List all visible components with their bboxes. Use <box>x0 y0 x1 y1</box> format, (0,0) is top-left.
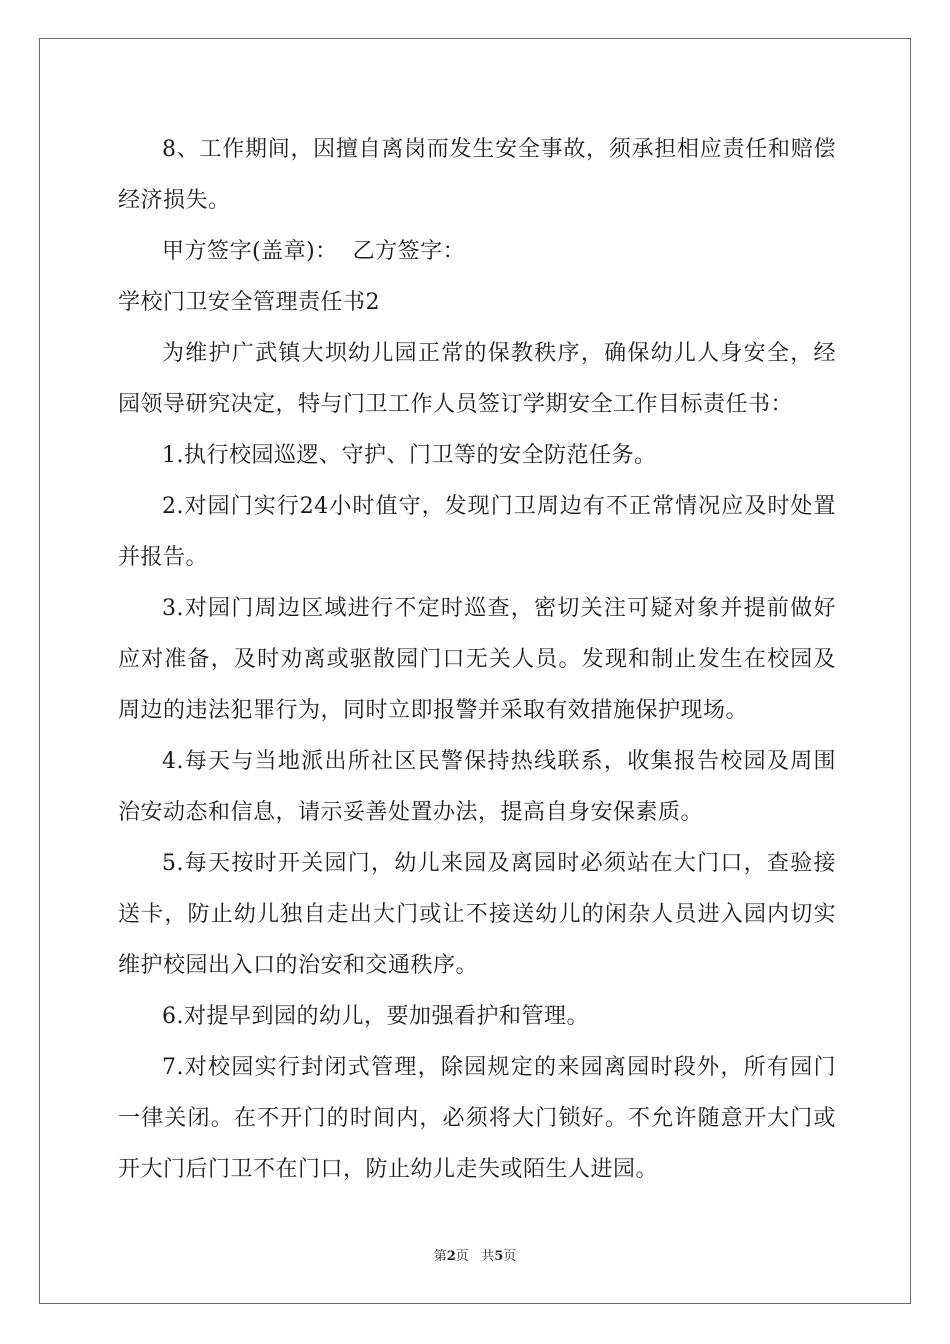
clause-3: 3.对园门周边区域进行不定时巡查，密切关注可疑对象并提前做好应对准备，及时劝离或驱散园门口无关人员。发现和制止发生在校园及周边的违法犯罪行为，同时立即报警并采取有效措施保护现场。 <box>118 596 836 723</box>
footer-total-pages: 5 <box>494 1249 504 1264</box>
clause-1: 1.执行校园巡逻、守护、门卫等的安全防范任务。 <box>162 443 657 468</box>
clause-5: 5.每天按时开关园门，幼儿来园及离园时必须站在大门口，查验接送卡，防止幼儿独自走出大门或让不接送幼儿的闲杂人员进入园内切实维护校园出入口的治安和交通秩序。 <box>118 851 836 978</box>
clause-6: 6.对提早到园的幼儿，要加强看护和管理。 <box>162 1004 589 1029</box>
clause-7: 7.对校园实行封闭式管理，除园规定的来园离园时段外，所有园门一律关闭。在不开门的时间内，必须将大门锁好。不允许随意开大门或开大门后门卫不在门口，防止幼儿走失或陌生人进园。 <box>118 1055 836 1182</box>
document-body <box>118 124 836 1195</box>
signature-line: 甲方签字(盖章)： 乙方签字： <box>162 239 466 264</box>
page-footer <box>0 1245 950 1264</box>
footer-total-suffix: 页 <box>503 1249 517 1264</box>
clause-4: 4.每天与当地派出所社区民警保持热线联系，收集报告校园及周围治安动态和信息，请示妥善处置办法，提高自身安保素质。 <box>118 749 836 825</box>
section-title: 学校门卫安全管理责任书2 <box>118 290 380 315</box>
footer-total-prefix: 共 <box>481 1249 495 1264</box>
footer-page-number: 2 <box>446 1249 456 1264</box>
footer-page-suffix: 页 <box>455 1249 469 1264</box>
intro-paragraph: 为维护广武镇大坝幼儿园正常的保教秩序，确保幼儿人身安全，经园领导研究决定，特与门卫工作人员签订学期安全工作目标责任书： <box>118 341 836 417</box>
clause-2: 2.对园门实行24小时值守，发现门卫周边有不正常情况应及时处置并报告。 <box>118 494 836 570</box>
paragraph-item-8: 8、工作期间，因擅自离岗而发生安全事故，须承担相应责任和赔偿经济损失。 <box>118 137 836 213</box>
footer-page-prefix: 第 <box>433 1249 447 1264</box>
